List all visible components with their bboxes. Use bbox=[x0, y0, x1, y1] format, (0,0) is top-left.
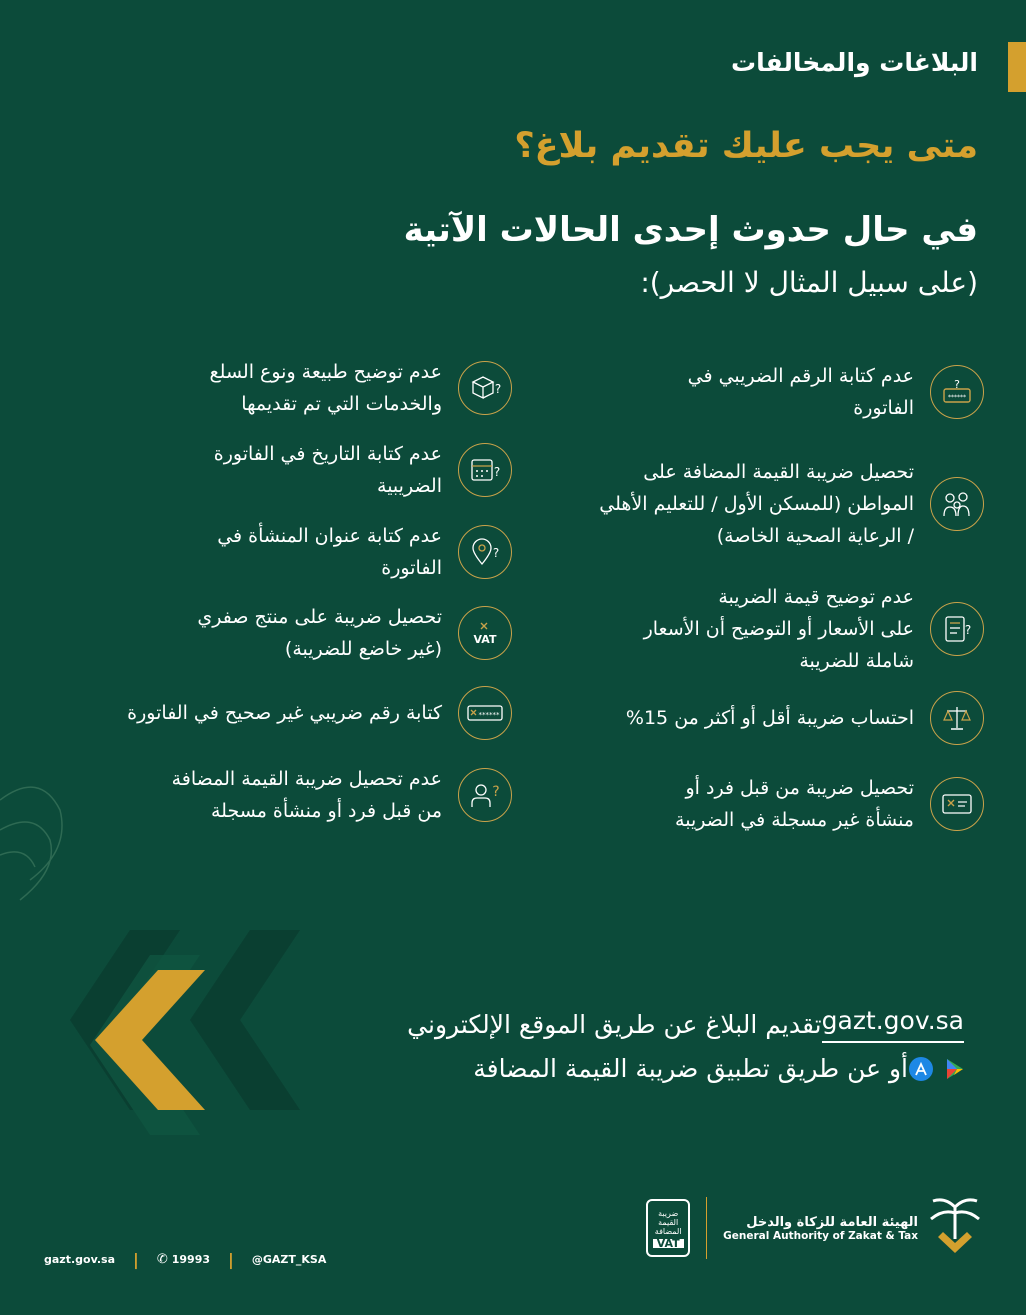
scales-icon bbox=[930, 691, 984, 745]
case-item bbox=[675, 772, 984, 836]
case-text-line: كتابة رقم ضريبي غير صحيح في الفاتورة bbox=[127, 702, 442, 724]
case-text-line: المواطن (للمسكن الأول / للتعليم الأهلي bbox=[599, 493, 914, 515]
footer-logos bbox=[646, 1195, 982, 1261]
page-question: متى يجب عليك تقديم بلاغ؟ bbox=[514, 126, 978, 166]
page-subheading: (على سبيل المثال لا الحصر): bbox=[640, 266, 978, 299]
org-name-en: General Authority of Zakat & Tax bbox=[723, 1229, 918, 1242]
card-wrong-number-icon bbox=[458, 686, 512, 740]
case-text-line: تحصيل ضريبة من قبل فرد أو bbox=[685, 777, 914, 799]
report-app-line bbox=[473, 1054, 978, 1083]
footer-divider: | bbox=[228, 1250, 234, 1269]
person-question-icon bbox=[458, 768, 512, 822]
svg-text:?: ? bbox=[492, 546, 500, 560]
case-item bbox=[127, 686, 512, 740]
page-heading: في حال حدوث إحدى الحالات الآتية bbox=[403, 210, 978, 250]
case-text-line: تحصيل ضريبة القيمة المضافة على bbox=[643, 461, 914, 483]
case-text-line: عدم كتابة الرقم الضريبي في bbox=[687, 365, 914, 387]
case-text-line: شاملة للضريبة bbox=[799, 650, 914, 672]
svg-text:?: ? bbox=[494, 382, 501, 396]
case-text-line: عدم توضيح طبيعة ونوع السلع bbox=[209, 361, 442, 383]
svg-text:VAT: VAT bbox=[473, 633, 497, 646]
accent-bar bbox=[1008, 42, 1026, 92]
vat-logo-en: VAT bbox=[653, 1239, 684, 1248]
org-name-ar: الهيئة العامة للزكاة والدخل bbox=[746, 1214, 918, 1230]
case-text-line: من قبل فرد أو منشأة مسجلة bbox=[211, 800, 442, 822]
case-item bbox=[214, 438, 512, 502]
gazt-palm-logo-icon bbox=[928, 1195, 982, 1261]
google-play-icon[interactable] bbox=[942, 1056, 968, 1082]
section-title: البلاغات والمخالفات bbox=[731, 48, 978, 77]
receipt-question-icon bbox=[930, 602, 984, 656]
phone-icon: ✆ bbox=[156, 1252, 168, 1267]
logo-divider bbox=[706, 1197, 707, 1259]
svg-text:******: ****** bbox=[948, 394, 966, 401]
case-item bbox=[626, 691, 984, 745]
footer-contacts bbox=[44, 1250, 326, 1269]
vat-logo bbox=[646, 1199, 690, 1257]
case-text-line: والخدمات التي تم تقديمها bbox=[241, 393, 442, 415]
vat-logo-line: المضافة bbox=[654, 1226, 682, 1236]
case-text-line: على الأسعار أو التوضيح أن الأسعار bbox=[643, 618, 914, 640]
case-text-line: عدم كتابة عنوان المنشأة في bbox=[217, 525, 442, 547]
case-text-line: تحصيل ضريبة على منتج صفري bbox=[197, 606, 442, 628]
svg-text:?: ? bbox=[964, 623, 972, 637]
case-text-line: منشأة غير مسجلة في الضريبة bbox=[675, 809, 914, 831]
calendar-question-icon bbox=[458, 443, 512, 497]
footer-phone[interactable]: 19993 bbox=[171, 1253, 211, 1266]
svg-text:?: ? bbox=[493, 465, 501, 479]
vat-logo-line: ضريبة bbox=[658, 1208, 679, 1218]
svg-text:?: ? bbox=[954, 378, 960, 391]
website-link[interactable]: gazt.gov.sa bbox=[822, 1006, 964, 1043]
case-item bbox=[210, 356, 512, 420]
footer-twitter[interactable]: @GAZT_KSA bbox=[251, 1253, 327, 1266]
case-text-line: / الرعاية الصحية الخاصة) bbox=[716, 525, 914, 547]
report-website-text: تقديم البلاغ عن طريق الموقع الإلكتروني bbox=[407, 1010, 822, 1039]
location-question-icon bbox=[458, 525, 512, 579]
case-text-line: احتساب ضريبة أقل أو أكثر من 15% bbox=[625, 707, 914, 729]
case-item bbox=[599, 456, 984, 552]
report-website-line bbox=[407, 1006, 978, 1043]
decorative-chevrons bbox=[0, 780, 330, 1160]
case-text-line: الفاتورة bbox=[381, 557, 442, 579]
case-text-line: الفاتورة bbox=[853, 397, 914, 419]
case-text-line: الضريبية bbox=[377, 475, 442, 497]
case-item bbox=[217, 520, 512, 584]
case-item bbox=[688, 360, 984, 424]
case-text-line: (غير خاضع للضريبة) bbox=[284, 638, 442, 660]
svg-text:******: ****** bbox=[478, 711, 500, 719]
case-item bbox=[644, 581, 984, 677]
report-app-text: أو عن طريق تطبيق ضريبة القيمة المضافة bbox=[473, 1054, 908, 1083]
case-text-line: عدم كتابة التاريخ في الفاتورة bbox=[213, 443, 442, 465]
case-item bbox=[197, 601, 512, 665]
vat-x-icon bbox=[458, 606, 512, 660]
footer-divider: | bbox=[133, 1250, 139, 1269]
case-text-line: عدم توضيح قيمة الضريبة bbox=[718, 586, 914, 608]
svg-text:?: ? bbox=[492, 784, 500, 800]
tax-number-card-icon bbox=[930, 365, 984, 419]
vat-logo-line: القيمة bbox=[658, 1217, 679, 1227]
family-icon bbox=[930, 477, 984, 531]
app-store-icon[interactable] bbox=[908, 1056, 934, 1082]
box-question-icon bbox=[458, 361, 512, 415]
card-x-icon bbox=[930, 777, 984, 831]
case-text-line: عدم تحصيل ضريبة القيمة المضافة bbox=[171, 768, 442, 790]
footer-website[interactable]: gazt.gov.sa bbox=[44, 1253, 115, 1266]
